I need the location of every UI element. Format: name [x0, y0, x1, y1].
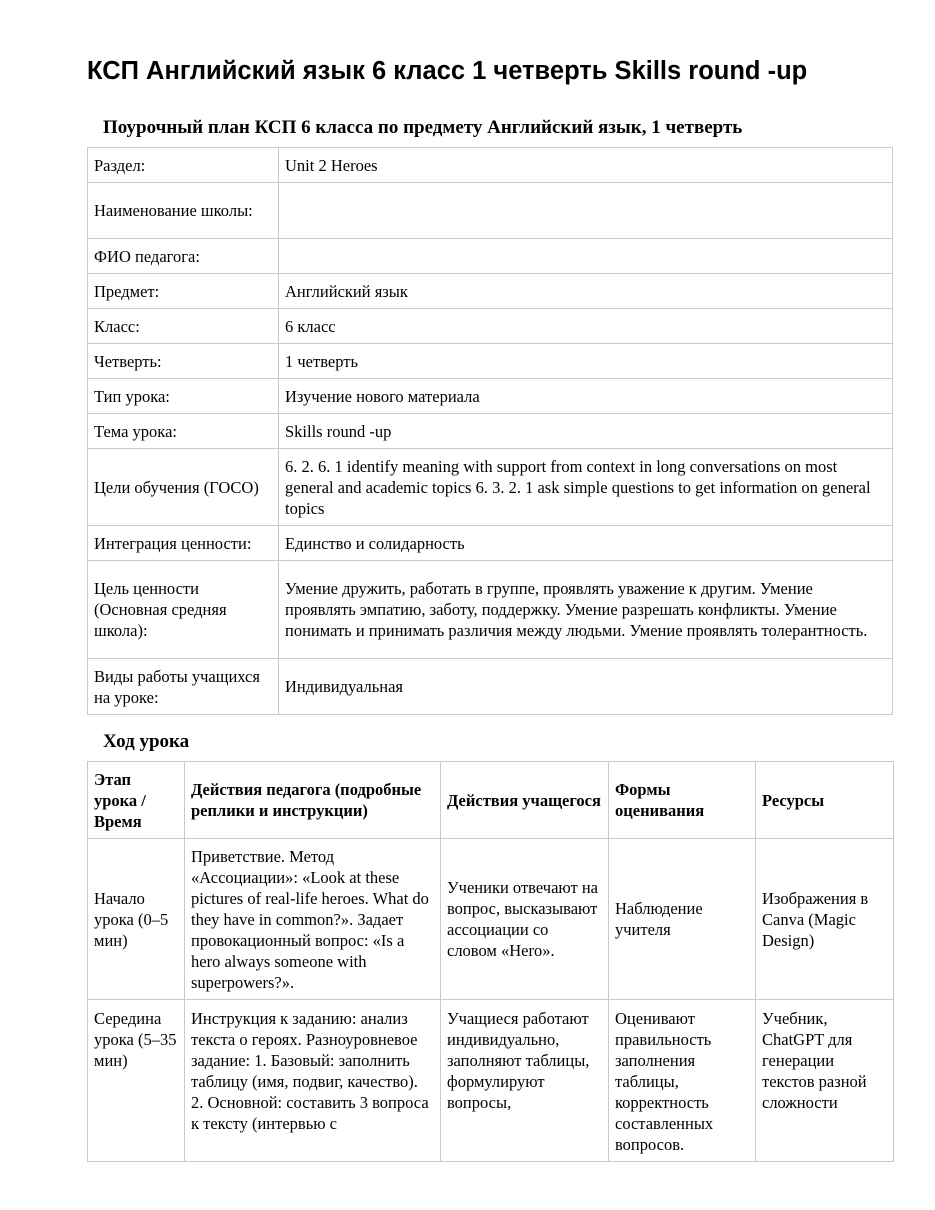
resources-cell: Изображения в Canva (Magic Design): [756, 839, 894, 1000]
info-row-teacher: [88, 239, 893, 274]
resources-text: Учебник, ChatGPT для генерации текстов разной сложности: [762, 1009, 867, 1112]
info-label: Виды работы учащихся на уроке:: [88, 659, 279, 715]
lesson-flow-table: [87, 761, 894, 1162]
info-label: Цель ценности (Основная средняя школа):: [88, 561, 279, 659]
info-row-subject: [88, 274, 893, 309]
lesson-table-header: [88, 762, 894, 839]
info-row-learning-goals: [88, 449, 893, 526]
info-value: 6. 2. 6. 1 identify meaning with support from context in long conversations on most general and academic topics 6. 3. 2. 1 ask simple questions to get information on general topics: [279, 449, 893, 526]
header-student-actions: Действия учащегося: [441, 762, 609, 839]
info-value: 1 четверть: [279, 344, 893, 379]
table-row: [88, 1000, 894, 1162]
info-row-work-types: [88, 659, 893, 715]
info-label: Наименование школы:: [88, 183, 279, 239]
info-value: [279, 239, 893, 274]
info-row-school: [88, 183, 893, 239]
info-row-lesson-topic: [88, 414, 893, 449]
info-row-grade: [88, 309, 893, 344]
info-label: Цели обучения (ГОСО): [88, 449, 279, 526]
table-row: [88, 839, 894, 1000]
info-label: Класс:: [88, 309, 279, 344]
document-title: КСП Английский язык 6 класс 1 четверть Skills round -up: [87, 57, 808, 85]
info-value: Изучение нового материала: [279, 379, 893, 414]
info-row-value-integration: [88, 526, 893, 561]
lesson-info-table: [87, 147, 893, 715]
stage-cell: [88, 1000, 185, 1162]
info-value: Unit 2 Heroes: [279, 148, 893, 183]
info-value: Единство и солидарность: [279, 526, 893, 561]
assessment-cell: [609, 1000, 756, 1162]
info-row-quarter: [88, 344, 893, 379]
info-value: Индивидуальная: [279, 659, 893, 715]
teacher-actions-cell: Приветствие. Метод «Ассоциации»: «Look at these pictures of real-life heroes. What do they have in common?». Задает провокационный вопрос: «Is a hero always someone with superpowers?».: [185, 839, 441, 1000]
info-value: Умение дружить, работать в группе, проявлять уважение к другим. Умение проявлять эмпатию, заботу, поддержку. Умение разрешать конфликты. Умение понимать и принимать различия между людьми. Умение проявлять толерантность.: [279, 561, 893, 659]
header-assessment: Формы оценивания: [609, 762, 756, 839]
resources-cell: [756, 1000, 894, 1162]
teacher-actions-text: Инструкция к заданию: анализ текста о героях. Разноуровневое задание: 1. Базовый: заполнить таблицу (имя, подвиг, качество). 2. Основной: составить 3 вопроса к тексту (интервью с: [191, 1009, 429, 1133]
info-label: Тип урока:: [88, 379, 279, 414]
info-value: 6 класс: [279, 309, 893, 344]
info-label: Раздел:: [88, 148, 279, 183]
header-teacher-actions: Действия педагога (подробные реплики и инструкции): [185, 762, 441, 839]
info-label: Четверть:: [88, 344, 279, 379]
student-actions-cell: Ученики отвечают на вопрос, высказывают ассоциации со словом «Hero».: [441, 839, 609, 1000]
info-label: Интеграция ценности:: [88, 526, 279, 561]
info-label: ФИО педагога:: [88, 239, 279, 274]
info-label: Тема урока:: [88, 414, 279, 449]
header-stage: Этап урока / Время: [88, 762, 185, 839]
student-actions-text: Учащиеся работают индивидуально, заполняют таблицы, формулируют вопросы,: [447, 1009, 590, 1112]
student-actions-cell: [441, 1000, 609, 1162]
info-row-lesson-type: [88, 379, 893, 414]
assessment-cell: Наблюдение учителя: [609, 839, 756, 1000]
info-row-value-goal: [88, 561, 893, 659]
info-label: Предмет:: [88, 274, 279, 309]
lesson-section-title: Ход урока: [103, 731, 190, 752]
stage-cell: Начало урока (0–5 мин): [88, 839, 185, 1000]
header-resources: Ресурсы: [756, 762, 894, 839]
info-value: [279, 183, 893, 239]
stage-text: Середина урока (5–35 мин): [94, 1009, 177, 1070]
teacher-actions-cell: [185, 1000, 441, 1162]
assessment-text: Оценивают правильность заполнения таблицы, корректность составленных вопросов.: [615, 1009, 714, 1154]
info-row-section: [88, 148, 893, 183]
info-value: Английский язык: [279, 274, 893, 309]
info-value: Skills round -up: [279, 414, 893, 449]
plan-title: Поурочный план КСП 6 класса по предмету Английский язык, 1 четверть: [103, 117, 743, 138]
